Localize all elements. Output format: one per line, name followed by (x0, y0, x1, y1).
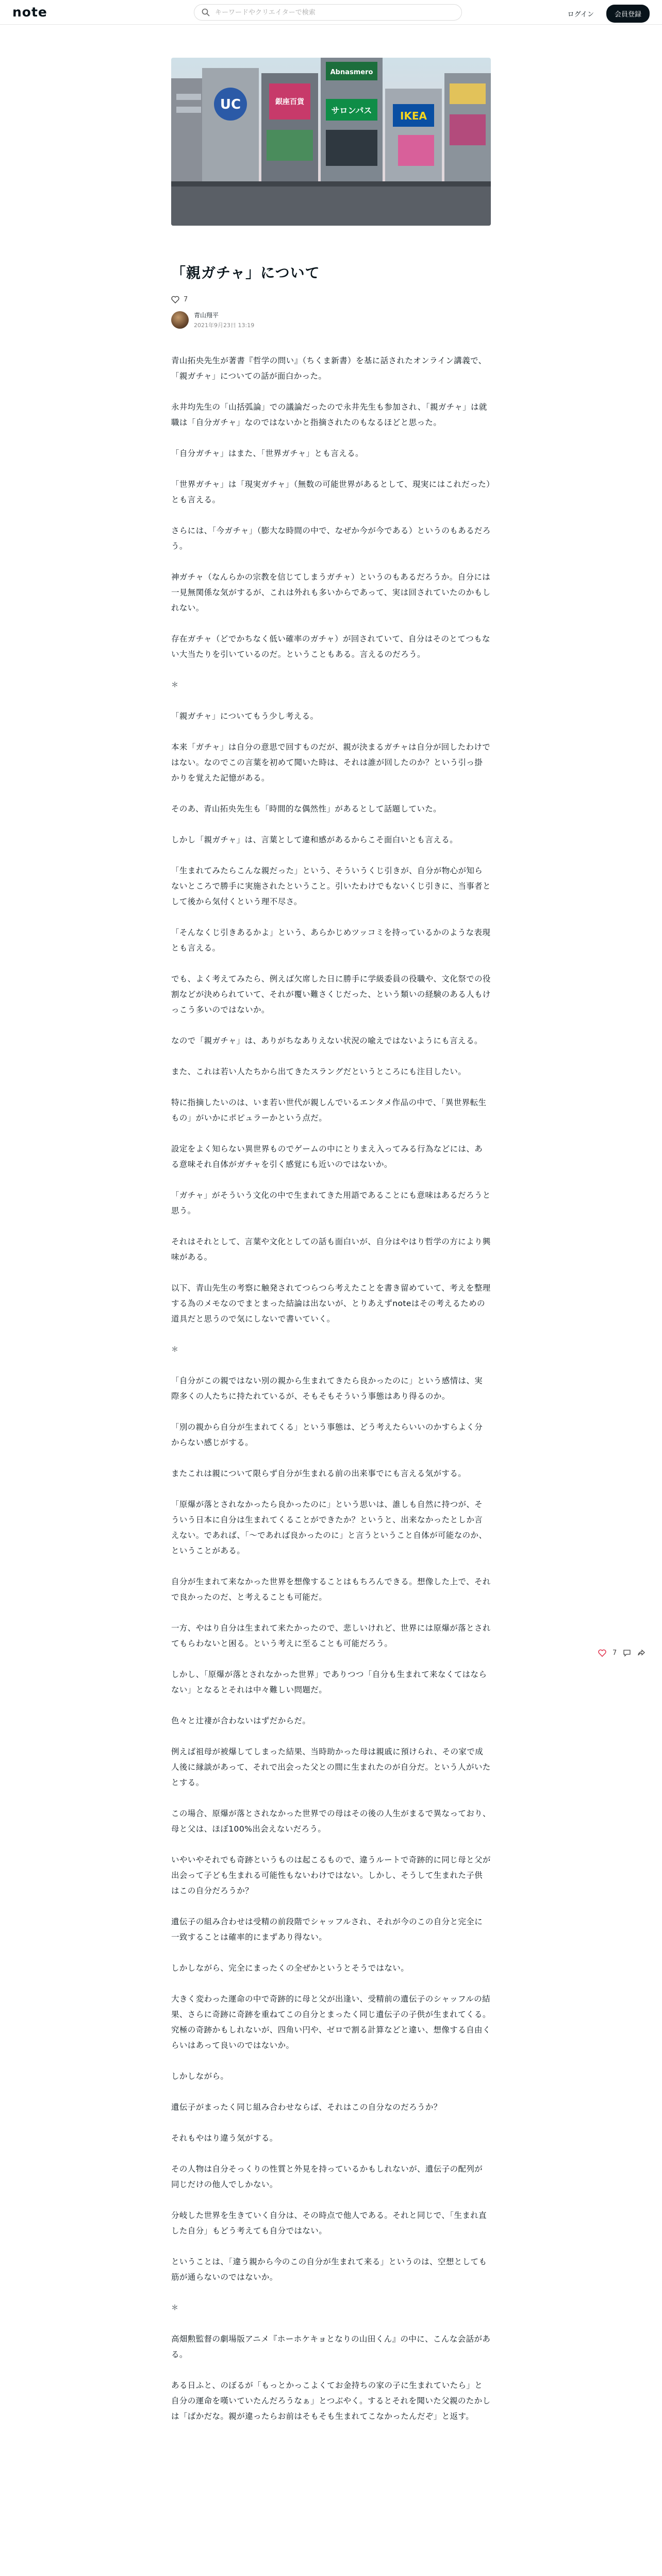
article-paragraph: 自分が生まれて来なかった世界を想像することはもちろんできる。想像した上で、それで良かったのだ、と考えることも可能だ。 (171, 1577, 491, 1602)
article-paragraph: 「自分がこの親ではない別の親から生まれてきたら良かったのに」という感情は、実際多くの人たちに持たれているが、そもそもそういう事態はあり得るのか。 (171, 1376, 483, 1401)
article-body (171, 353, 491, 2424)
article-paragraph: 例えば祖母が被爆してしまった結果、当時助かった母は親戚に預けられ、その家で成人後に縁談があって、それで出会った父との間に生まれたのが自分だ。という人がいたとする。 (171, 1747, 491, 1787)
article-paragraph: 特に指摘したいのは、いま若い世代が親しんでいるエンタメ作品の中で、「異世界転生もの」がいかにポピュラーかという点だ。 (171, 1098, 487, 1123)
article-paragraph: 高畑勲監督の劇場版アニメ『ホーホケキョとなりの山田くん』の中に、こんな会話がある。 (171, 2334, 491, 2359)
article-paragraph: 神ガチャ（なんらかの宗教を信じてしまうガチャ）というのもあるだろうか。自分には一見無関係な気がするが、これは外れも多いからであって、実は回されていたのかもしれない。 (171, 572, 491, 613)
article-paragraph: また、これは若い人たちから出てきたスラングだというところにも注目したい。 (171, 1067, 467, 1076)
article-paragraph: なので「親ガチャ」は、ありがちなありえない状況の喩えではないようにも言える。 (171, 1036, 483, 1045)
article-paragraph: 設定をよく知らない異世界ものでゲームの中にとりまえ入ってみる行為などには、ある意味それ自体がガチャを引く感覚にも近いのではないか。 (171, 1144, 483, 1169)
author-info[interactable] (171, 311, 491, 329)
article-paragraph: そのあ、青山拓央先生も「時間的な偶然性」があるとして話題していた。 (171, 804, 442, 814)
article-paragraph: 色々と辻褄が合わないはずだからだ。 (171, 1716, 311, 1725)
article-paragraph: 「生まれてみたらこんな親だった」という、そういうくじ引きが、自分が物心が知らないところで勝手に実施されたということ。引いたわけでもないくじ引きに、当事者として後から気付くという理不尽さ。 (171, 866, 491, 906)
author-name[interactable]: 青山翔平 (194, 312, 219, 319)
article-paragraph: しかしながら。 (171, 2072, 229, 2081)
section-separator: ＊ (171, 2304, 179, 2312)
article-paragraph: この場合、原爆が落とされなかった世界での母はその後の人生がまるで異なっており、母と父は、ほぼ100%出会えないだろう。 (171, 1809, 491, 1834)
article-paragraph: 「世界ガチャ」は「現実ガチャ」（無数の可能世界があるとして、現実にはこれだった）とも言える。 (171, 480, 491, 504)
note-logo[interactable]: note (12, 5, 47, 20)
article-paragraph: 「ガチャ」がそういう文化の中で生まれてきた用語であることにも意味はあるだろうと思う。 (171, 1191, 491, 1215)
hero-sign-uc: UC (220, 97, 241, 112)
publish-date: 2021年9月23日 13:19 (194, 322, 255, 329)
article-title: 「親ガチャ」について (171, 264, 320, 281)
comment-icon[interactable] (623, 1649, 631, 1657)
article-paragraph: ある日ふと、のぼるが「もっとかっこよくてお金持ちの家の子に生まれていたら」と自分の運命を嘆いていたんだろうなぁ」とつぶやく。するとそれを聞いた父親のたかしは「ばかだな。親が違ったらお前はそもそも生まれてこなかったんだぞ」と返す。 (171, 2381, 491, 2421)
article-paragraph: 「親ガチャ」についてもう少し考える。 (171, 711, 319, 721)
hero-cityscape-image (171, 58, 491, 226)
share-icon[interactable] (637, 1649, 646, 1657)
article-paragraph: 青山拓央先生が著書『哲学の問い』（ちくま新書）を基に話されたオンライン講義で、「親ガチャ」についての話が面白かった。 (171, 356, 487, 381)
article-paragraph: またこれは親について限らず自分が生まれる前の出来事でにも言える気がする。 (171, 1469, 467, 1478)
article-paragraph: 「自分ガチャ」はまた、「世界ガチャ」とも言える。 (171, 449, 363, 458)
article-paragraph: さらには、「今ガチャ」（膨大な時間の中で、なぜか今が今である）というのもあるだろう。 (171, 526, 491, 551)
article-paragraph: 遺伝子がまったく同じ組み合わせならば、それはこの自分なのだろうか？ (171, 2103, 442, 2112)
article-paragraph: 「そんなくじ引きあるかよ」という、あらかじめツッコミを持っているかのような表現とも言える。 (171, 928, 491, 953)
signup-button[interactable]: 会員登録 (606, 5, 650, 23)
article-paragraph: でも、よく考えてみたら、例えば欠席した日に勝手に学級委員の役職や、文化祭での役割などが決められていて、それが覆い難さくじだった、という類いの経験のある人もけっこう多いのではないか。 (171, 974, 491, 1014)
article-paragraph: しかしながら、完全にまったくの全ぜかというとそうではない。 (171, 1963, 409, 1973)
article-paragraph: それはそれとして、言葉や文化としての話も面白いが、自分はやはり哲学の方により興味がある。 (171, 1237, 491, 1262)
like-count: 7 (184, 296, 188, 303)
author-avatar[interactable] (171, 311, 189, 329)
section-separator: ＊ (171, 681, 179, 689)
like-area (171, 296, 491, 303)
article-paragraph: 「別の親から自分が生まれてくる」という事態は、どう考えたらいいのかすらよく分からない感じがする。 (171, 1422, 483, 1447)
hero-sign-ikea: IKEA (400, 110, 427, 122)
article-paragraph: それもやはり違う気がする。 (171, 2133, 278, 2143)
article-paragraph: しかし、「原爆が落とされなかった世界」でありつつ「自分も生まれて来なくてはならない」となるとそれは中々難しい問題だ。 (171, 1670, 487, 1694)
side-actions (598, 1649, 646, 1657)
hero-sign-department: 銀座百貨 (275, 98, 304, 106)
heart-icon[interactable] (598, 1649, 606, 1657)
hero-sign-salonpas: サロンパス (331, 106, 372, 115)
article-paragraph: 以下、青山先生の考察に触発されてつらつら考えたことを書き留めていて、考えを整理する為のメモなのでまとまった結論は出ないが、とりあえずnoteはその考えるための道具だと思うので気にしないで書いていく。 (171, 1283, 491, 1324)
article-paragraph: 「原爆が落とされなかったら良かったのに」という思いは、誰しも自然に持つが、そういう日本に自分は生まれてくることができたか？というと、出来なかったとしか言えない。であれば、「～であれば良かったのに」と言うということ自体が可能なのか、ということがある。 (171, 1500, 487, 1555)
article-paragraph: 一方、やはり自分は生まれて来たかったので、悲しいけれど、世界には原爆が落とされてもらわないと困る。という考えに至ることも可能だろう。 (171, 1623, 491, 1648)
article-paragraph: しかし「親ガチャ」は、言葉として違和感があるからこそ面白いとも言える。 (171, 835, 458, 844)
hero-sign-ad: Abnasmero (330, 69, 373, 76)
article-paragraph: いやいやそれでも奇跡というものは起こるもので、違うルートで奇跡的に同じ母と父が出会って子ども生まれる可能性もないわけではない。しかし、そうして生まれた子供はこの自分だろうか？ (171, 1855, 491, 1895)
login-link[interactable]: ログイン (567, 11, 594, 19)
article-paragraph: 遺伝子の組み合わせは受精の前段階でシャッフルされ、それが今のこの自分と完全に一致することは確率的にまずあり得ない。 (171, 1917, 483, 1942)
section-separator: ＊ (171, 1346, 179, 1354)
search-box[interactable] (194, 4, 462, 21)
search-icon (202, 8, 210, 16)
heart-icon[interactable] (171, 296, 179, 303)
article-paragraph: 永井均先生の「山括弧論」での議論だったので永井先生も参加され、「親ガチャ」は就職は「自分ガチャ」なのではないかと指摘されたのもなるほどと思った。 (171, 402, 487, 427)
article (171, 58, 491, 2424)
article-paragraph: 存在ガチャ（どでかちなく低い確率のガチャ）が回されていて、自分はそのとてつもない大当たりを引いているのだ。ということもある。言えるのだろう。 (171, 634, 490, 659)
search-input[interactable] (215, 9, 452, 16)
hero-image (171, 58, 491, 226)
side-like-count: 7 (613, 1649, 617, 1657)
site-header (0, 0, 662, 25)
article-paragraph: 本来「ガチャ」は自分の意思で回すものだが、親が決まるガチャは自分が回したわけではない。なのでこの言葉を初めて聞いた時は、それは誰が回したのか？という引っ掛かりを覚えた記憶がある。 (171, 742, 491, 783)
article-paragraph: 大きく変わった運命の中で奇跡的に母と父が出逢い、受精前の遺伝子のシャッフルの結果、さらに奇跡に奇跡を重ねてこの自分とまったく同じ遺伝子の子供が生まれてくる。究極の奇跡かもしれないが、四角い円や、ゼロで割る計算などと違い、想像する自由くらいはあって良いのではないか。 (171, 1994, 491, 2050)
article-paragraph: その人物は自分そっくりの性質と外見を持っているかもしれないが、遺伝子の配列が同じだけの他人でしかない。 (171, 2164, 483, 2189)
article-paragraph: ということは、「違う親から今のこの自分が生まれて来る」というのは、空想としても筋が通らないのではないか。 (171, 2257, 487, 2282)
article-paragraph: 分岐した世界を生きていく自分は、その時点で他人である。それと同じで、「生まれ直した自分」もどう考えても自分ではない。 (171, 2211, 487, 2235)
